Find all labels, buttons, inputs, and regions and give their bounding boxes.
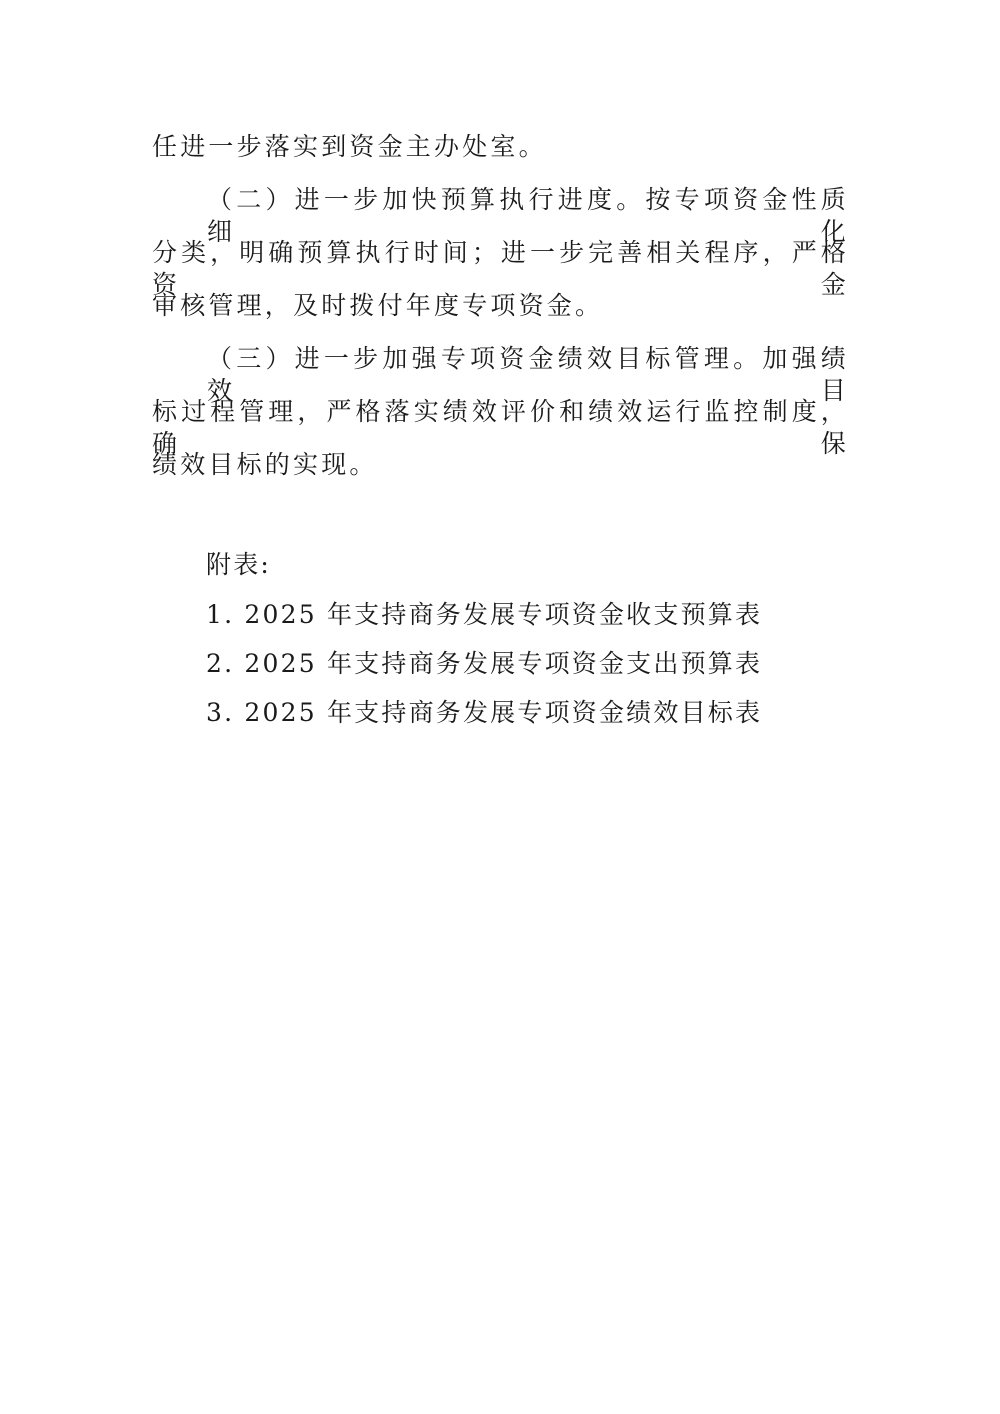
paragraph-2-line-3: 审核管理，及时拨付年度专项资金。 (152, 291, 604, 320)
paragraph-2-line-2: 分类，明确预算执行时间；进一步完善相关程序，严格资金 (152, 238, 849, 299)
paragraph-3-line-3: 绩效目标的实现。 (152, 450, 378, 479)
attachment-item-3: 3. 2025 年支持商务发展专项资金绩效目标表 (206, 698, 763, 727)
paragraph-1-line-1: 任进一步落实到资金主办处室。 (152, 132, 547, 161)
attachment-item-1: 1. 2025 年支持商务发展专项资金收支预算表 (206, 600, 763, 629)
attachments-heading: 附表: (206, 550, 272, 579)
paragraph-2-line-1: （二）进一步加快预算执行进度。按专项资金性质细化 (207, 185, 849, 246)
attachment-item-2: 2. 2025 年支持商务发展专项资金支出预算表 (206, 649, 763, 678)
paragraph-3-line-2: 标过程管理，严格落实绩效评价和绩效运行监控制度，确保 (152, 397, 849, 458)
paragraph-3-line-1: （三）进一步加强专项资金绩效目标管理。加强绩效目 (207, 344, 849, 405)
